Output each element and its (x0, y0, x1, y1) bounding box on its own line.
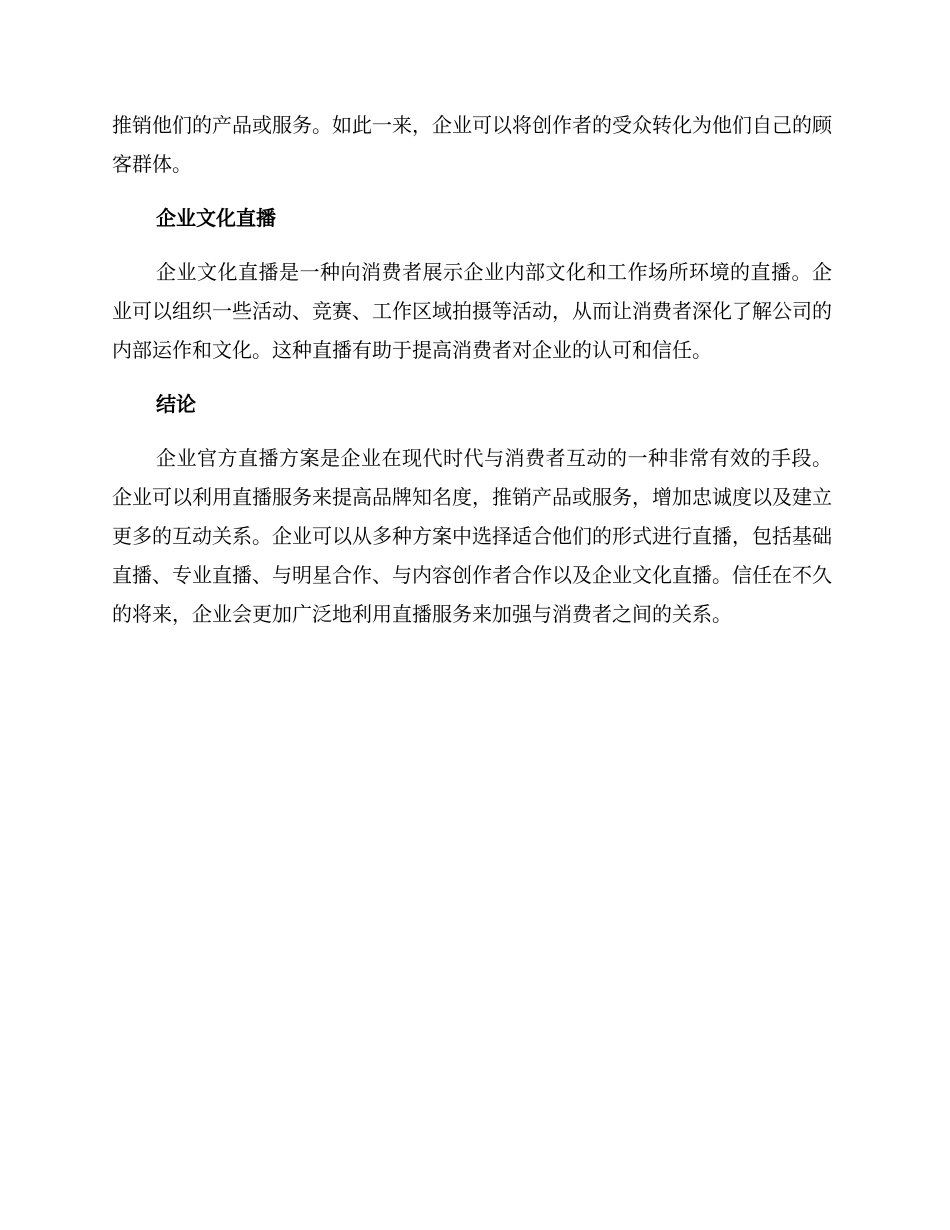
paragraph-conclusion: 企业官方直播方案是企业在现代时代与消费者互动的一种非常有效的手段。企业可以利用直播服务来提高品牌知名度，推销产品或服务，增加忠诚度以及建立更多的互动关系。企业可以从多种方案中选择适合他们的形式进行直播，包括基础直播、专业直播、与明星合作、与内容创作者合作以及企业文化直播。信任在不久的将来，企业会更加广泛地利用直播服务来加强与消费者之间的关系。 (112, 446, 832, 626)
section-heading-conclusion: 结论 (156, 392, 196, 416)
document-page (112, 106, 832, 634)
paragraph-corporate-culture-live: 企业文化直播是一种向消费者展示企业内部文化和工作场所环境的直播。企业可以组织一些活动、竞赛、工作区域拍摄等活动，从而让消费者深化了解公司的内部运作和文化。这种直播有助于提高消费者对企业的认可和信任。 (112, 260, 832, 362)
paragraph-continuation: 推销他们的产品或服务。如此一来，企业可以将创作者的受众转化为他们自己的顾客群体。 (112, 113, 832, 176)
section-heading-corporate-culture-live: 企业文化直播 (156, 206, 276, 230)
